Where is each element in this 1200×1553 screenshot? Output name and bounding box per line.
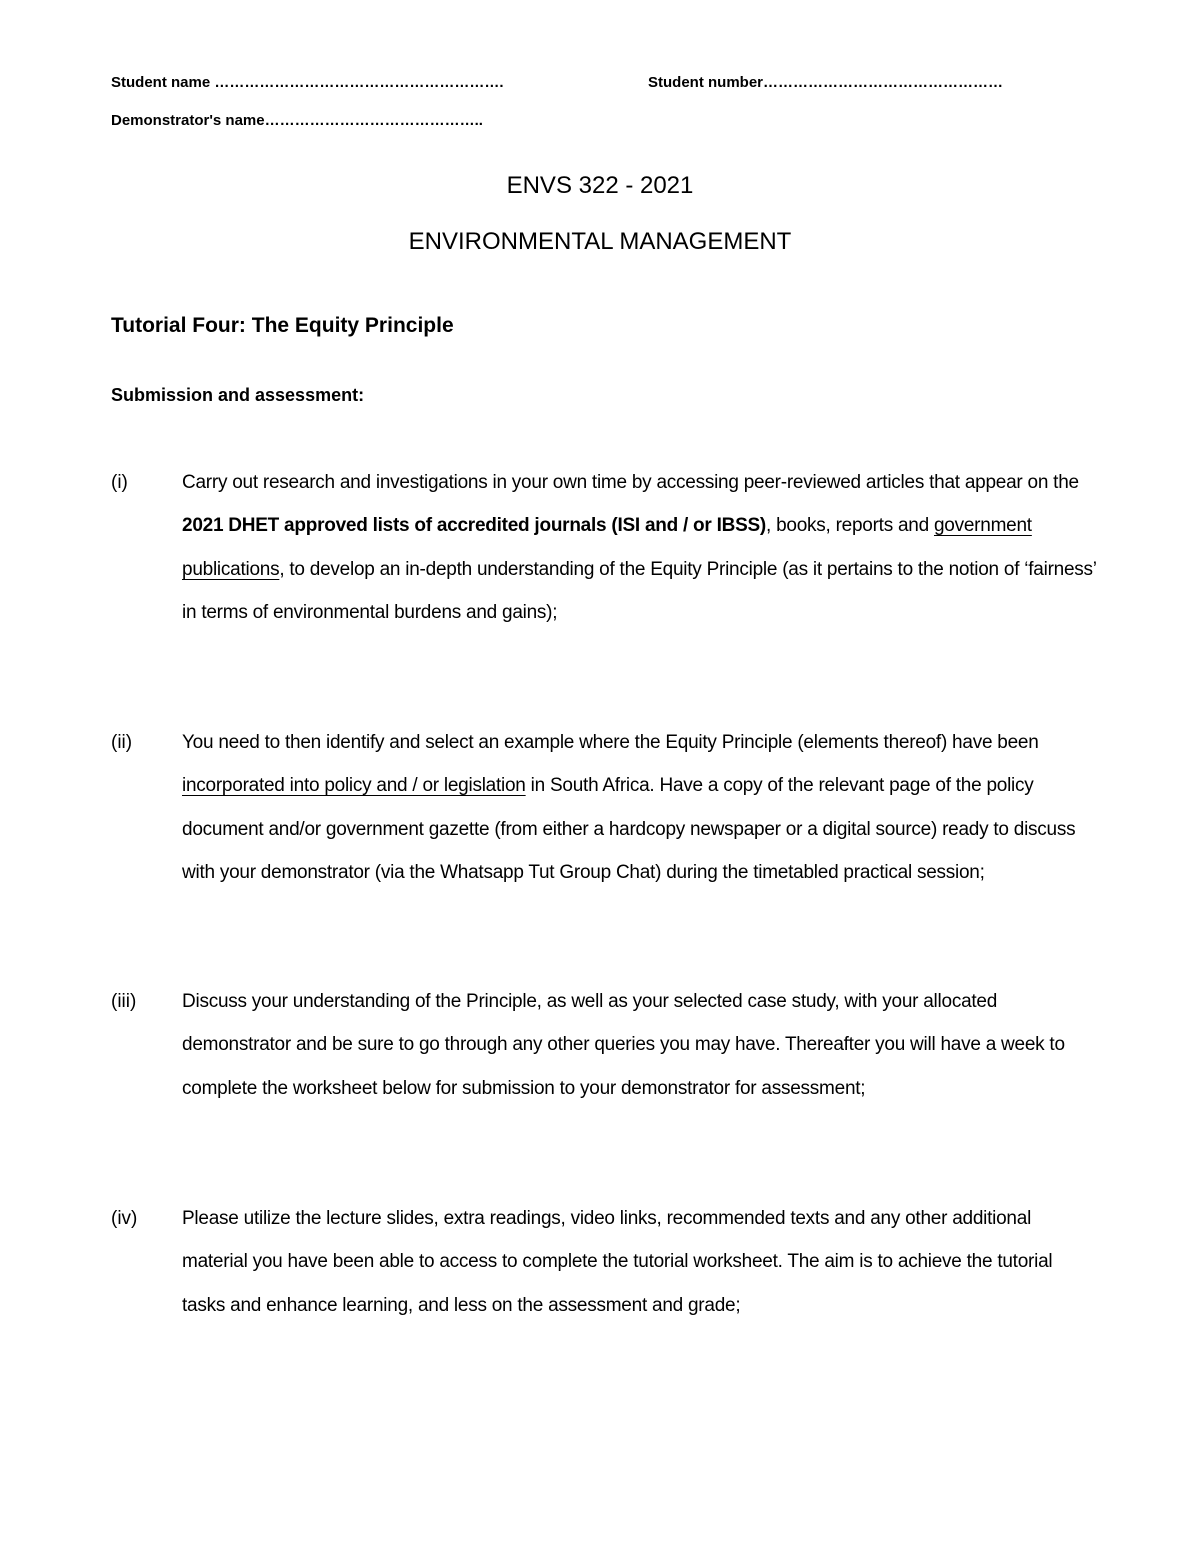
student-name-field: Student name …………………………………………………. — [111, 74, 504, 91]
item-text-part: , books, reports and — [766, 515, 934, 537]
list-item-text — [182, 721, 1097, 895]
government-publications-underline: government publications — [182, 515, 1032, 580]
list-item-number: (ii) — [111, 732, 133, 753]
list-item-number: (i) — [111, 472, 128, 493]
list-item-text: Please utilize the lecture slides, extra readings, video links, recommended texts and any other additional material you have been able to access to complete the tutorial worksheet. The aim is to achieve the tutorial tasks and enhance learning, and less on the assessment and grade; — [182, 1208, 1053, 1316]
demonstrator-name-field: Demonstrator's name…………………………………….. — [111, 112, 483, 129]
list-item-text: Discuss your understanding of the Principle, as well as your selected case study, with your allocated demonstrator and be sure to go through any other queries you may have. Thereafter you will have a week to complete the worksheet below for submission to your demonstrator for assessment; — [182, 991, 1065, 1099]
policy-legislation-underline: incorporated into policy and / or legislation — [182, 775, 526, 797]
accredited-journals-emphasis: 2021 DHET approved lists of accredited journals (ISI and / or IBSS) — [182, 515, 767, 537]
submission-heading: Submission and assessment: — [111, 385, 365, 405]
list-item-number: (iii) — [111, 991, 137, 1012]
tutorial-heading: Tutorial Four: The Equity Principle — [111, 314, 454, 337]
course-name-title: ENVIRONMENTAL MANAGEMENT — [408, 228, 792, 255]
item-text-part: , to develop an in-depth understanding of the Equity Principle (as it pertains to the notion of ‘fairness’ in terms of environmental burdens and gains); — [182, 558, 1097, 624]
student-number-field: Student number………………………………………… — [648, 74, 1003, 91]
list-item-text — [182, 461, 1097, 635]
item-text-part: in South Africa. Have a copy of the relevant page of the policy document and/or government gazette (from either a hardcopy newspaper or a digital source) ready to discuss with your demonstrator (via the Whatsapp Tut Group Chat) during the timetabled practical session; — [182, 775, 1076, 884]
item-text-part: You need to then identify and select an example where the Equity Principle (elements thereof) have been — [182, 732, 1039, 753]
list-item-number: (iv) — [111, 1208, 138, 1229]
item-text-part: Carry out research and investigations in your own time by accessing peer-reviewed articles that appear on the — [182, 472, 1079, 493]
course-code-title: ENVS 322 - 2021 — [506, 172, 694, 199]
